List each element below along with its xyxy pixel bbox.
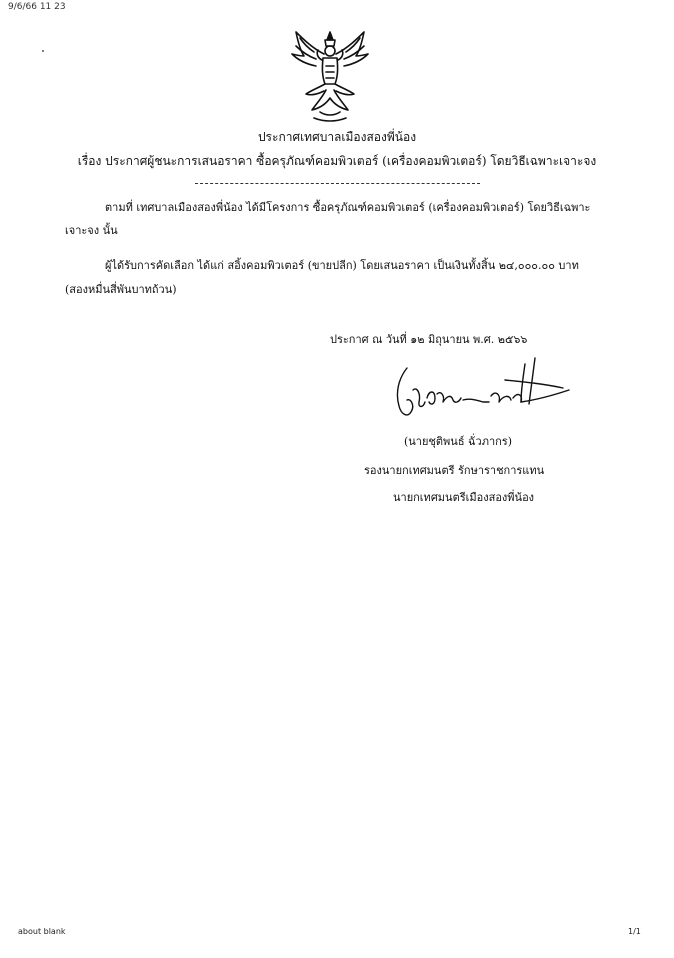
- signer-position-line-2: นายกเทศมนตรีเมืองสองพี่น้อง: [393, 491, 535, 504]
- signer-position-line-1: รองนายกเทศมนตรี รักษาราชการแทน: [364, 464, 545, 477]
- signer-name: (นายชุติพนธ์ ฉั่วภากร): [404, 435, 512, 448]
- print-header-datetime: 9/6/66 11 23: [8, 2, 66, 12]
- handwritten-signature: [385, 350, 580, 430]
- print-footer-url: about blank: [18, 927, 66, 936]
- paragraph-1-line-2: เจาะจง นั้น: [65, 224, 118, 237]
- announcement-title: ประกาศเทศบาลเมืองสองพี่น้อง: [257, 130, 417, 144]
- scan-speck: [42, 50, 44, 52]
- title-divider: [195, 183, 480, 184]
- announcement-date: ประกาศ ณ วันที่ ๑๒ มิถุนายน พ.ศ. ๒๕๖๖: [330, 333, 528, 346]
- garuda-emblem-icon: [282, 28, 378, 124]
- paragraph-1-line-1: ตามที่ เทศบาลเมืองสองพี่น้อง ได้มีโครงการ ซื้อครุภัณฑ์คอมพิวเตอร์ (เครื่องคอมพิวเตอร์) โดยวิธีเฉพาะ: [105, 201, 591, 214]
- print-footer-page: 1/1: [628, 927, 641, 936]
- paragraph-2-line-2: (สองหมื่นสี่พันบาทถ้วน): [65, 283, 177, 296]
- announcement-subject: เรื่อง ประกาศผู้ชนะการเสนอราคา ซื้อครุภัณฑ์คอมพิวเตอร์ (เครื่องคอมพิวเตอร์) โดยวิธีเฉพาะเจาะจง: [77, 154, 597, 168]
- paragraph-2-line-1: ผู้ได้รับการคัดเลือก ได้แก่ สอิ้งคอมพิวเตอร์ (ขายปลีก) โดยเสนอราคา เป็นเงินทั้งสิ้น ๒๔,๐๐๐.๐๐ บาท: [105, 259, 579, 272]
